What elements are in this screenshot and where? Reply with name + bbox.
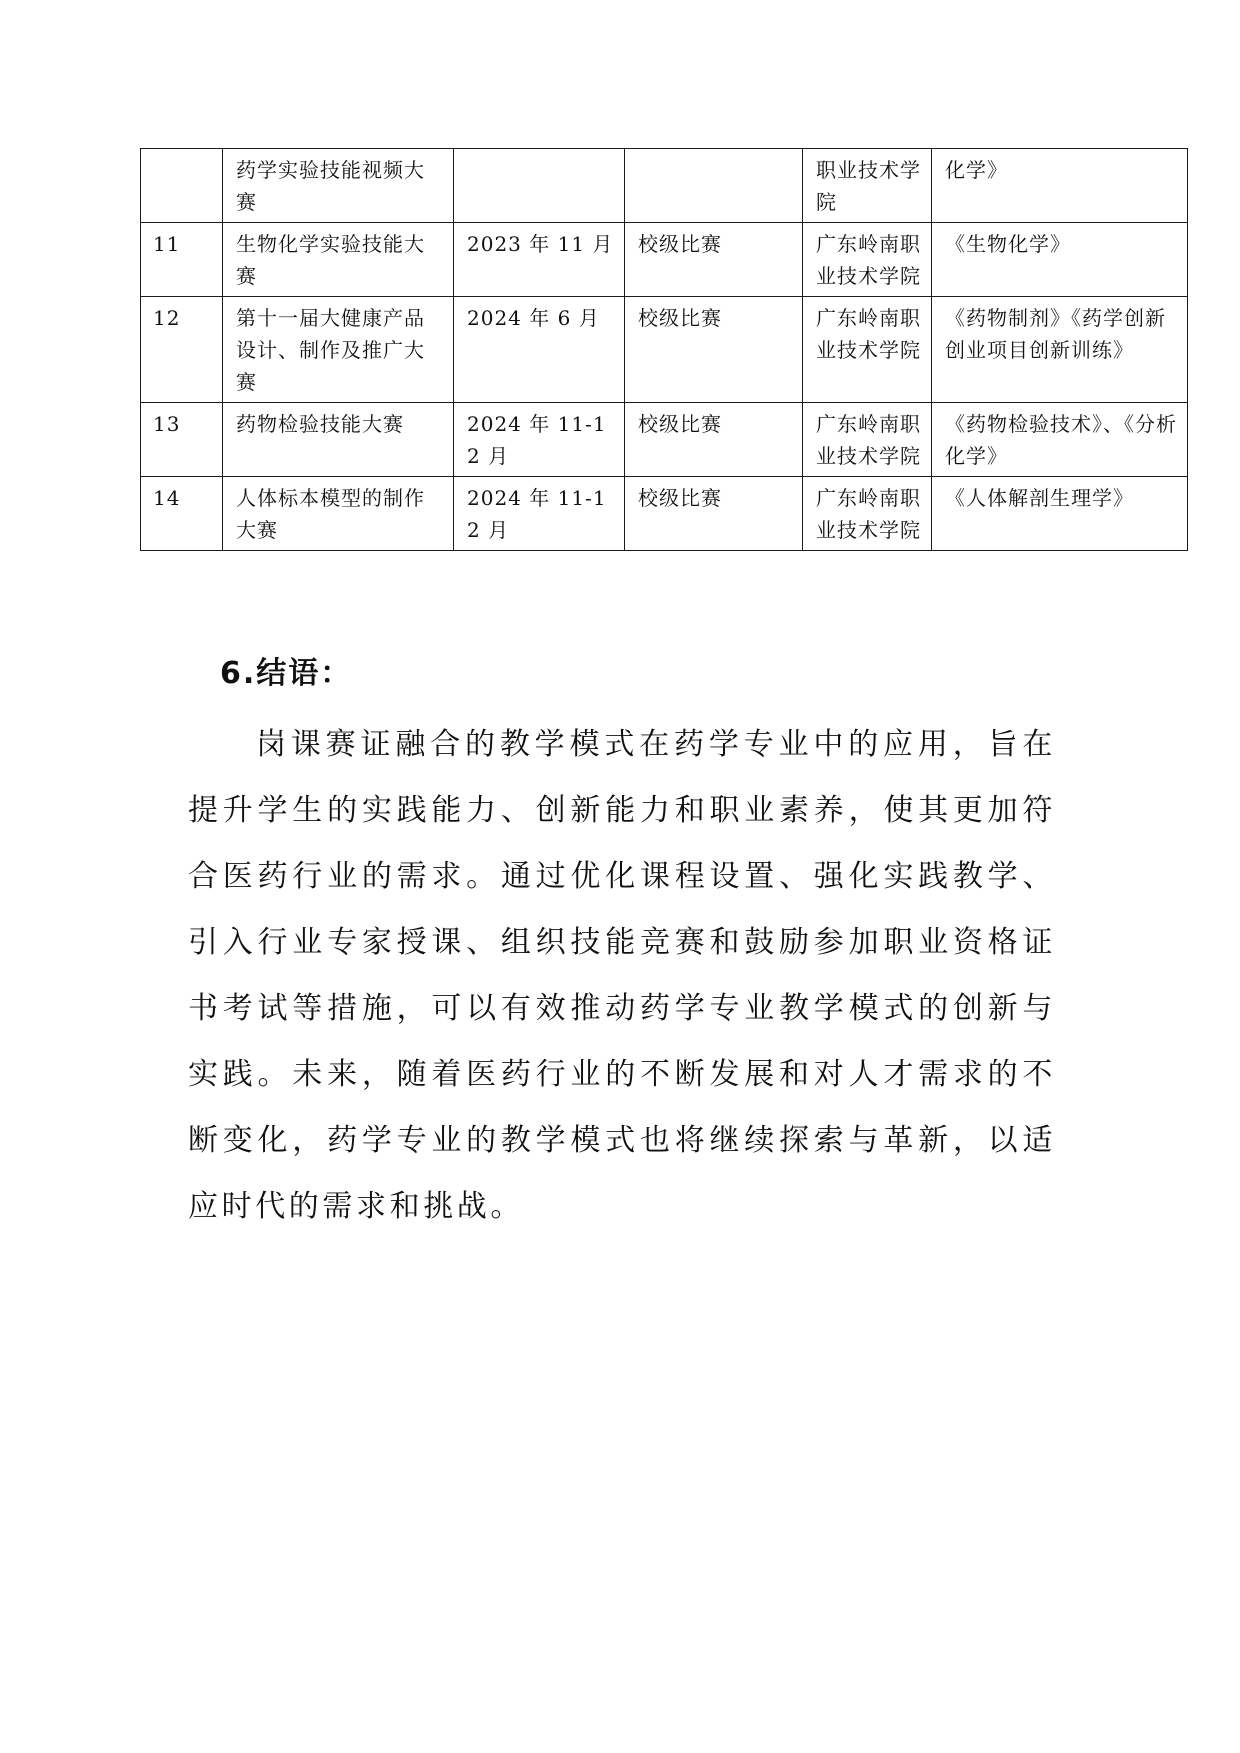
table-row: [141, 149, 1188, 223]
date-cell: 2024 年 11-12 月: [454, 403, 625, 477]
organizer-cell: 职业技术学院: [803, 149, 932, 223]
competition-table: [140, 148, 1188, 551]
organizer-cell: 广东岭南职业技术学院: [803, 223, 932, 297]
courses-cell: 《药物检验技术》、《分析化学》: [932, 403, 1188, 477]
competition-name-cell: 人体标本模型的制作大赛: [223, 477, 454, 551]
table-row: [141, 223, 1188, 297]
organizer-cell: 广东岭南职业技术学院: [803, 297, 932, 403]
date-cell: 2024 年 11-12 月: [454, 477, 625, 551]
row-number-cell: 14: [141, 477, 223, 551]
courses-cell: 《人体解剖生理学》: [932, 477, 1188, 551]
competition-name-cell: 第十一届大健康产品设计、制作及推广大赛: [223, 297, 454, 403]
date-cell: [454, 149, 625, 223]
organizer-cell: 广东岭南职业技术学院: [803, 403, 932, 477]
competition-name-cell: 生物化学实验技能大赛: [223, 223, 454, 297]
level-cell: [625, 149, 803, 223]
level-cell: 校级比赛: [625, 403, 803, 477]
conclusion-paragraph: 岗课赛证融合的教学模式在药学专业中的应用，旨在提升学生的实践能力、创新能力和职业素养，使其更加符合医药行业的需求。通过优化课程设置、强化实践教学、引入行业专家授课、组织技能竞赛和鼓励参加职业资格证书考试等措施，可以有效推动药学专业教学模式的创新与实践。未来，随着医药行业的不断发展和对人才需求的不断变化，药学专业的教学模式也将继续探索与革新，以适应时代的需求和挑战。: [188, 727, 1056, 1224]
competition-name-cell: 药学实验技能视频大赛: [223, 149, 454, 223]
table-row: [141, 297, 1188, 403]
level-cell: 校级比赛: [625, 297, 803, 403]
row-number-cell: 13: [141, 403, 223, 477]
level-cell: 校级比赛: [625, 223, 803, 297]
date-cell: 2024 年 6 月: [454, 297, 625, 403]
level-cell: 校级比赛: [625, 477, 803, 551]
competition-name-cell: 药物检验技能大赛: [223, 403, 454, 477]
section-heading: 6.结语：: [220, 656, 353, 691]
table-row: [141, 403, 1188, 477]
row-number-cell: 11: [141, 223, 223, 297]
courses-cell: 《药物制剂》《药学创新创业项目创新训练》: [932, 297, 1188, 403]
courses-cell: 《生物化学》: [932, 223, 1188, 297]
row-number-cell: 12: [141, 297, 223, 403]
courses-cell: 化学》: [932, 149, 1188, 223]
table-row: [141, 477, 1188, 551]
row-number-cell: [141, 149, 223, 223]
date-cell: 2023 年 11 月: [454, 223, 625, 297]
organizer-cell: 广东岭南职业技术学院: [803, 477, 932, 551]
